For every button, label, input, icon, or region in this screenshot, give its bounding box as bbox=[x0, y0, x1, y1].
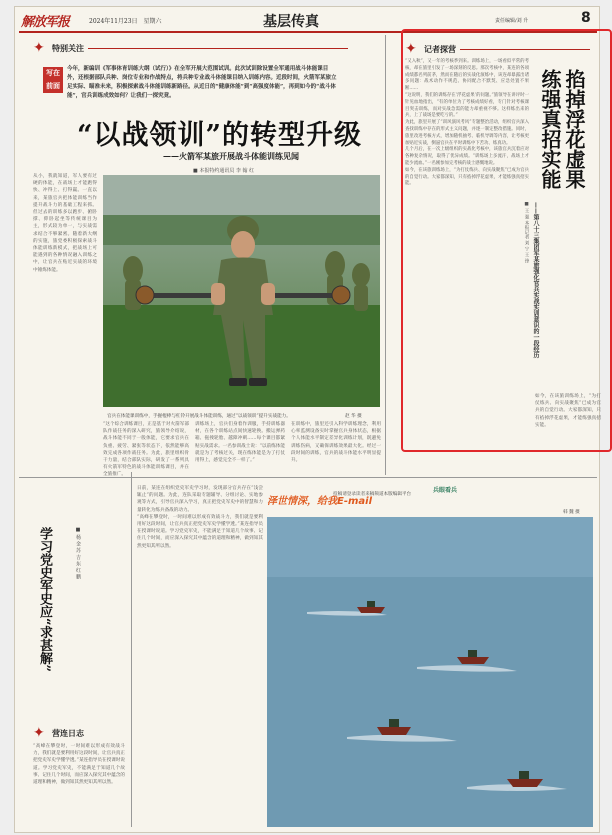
star-icon: ✦ bbox=[405, 41, 417, 57]
page-number: 8 bbox=[581, 10, 591, 26]
reporter-kicker-label: 记者探营 bbox=[424, 44, 456, 54]
newspaper-page bbox=[14, 6, 600, 833]
reporter-subtitle: ——第八十三集团军某旅强化官兵实战实训意识的一段经历 bbox=[532, 202, 539, 358]
section-title: 基层传真 bbox=[263, 14, 319, 30]
study-kicker bbox=[33, 725, 84, 741]
editor-credit: 责任编辑/刘 升 bbox=[495, 18, 529, 24]
issue-date: 2024年11月23日 星期六 bbox=[89, 18, 162, 25]
feature-badge: 写在前面 bbox=[43, 67, 63, 93]
feature-kicker-label: 特别关注 bbox=[52, 43, 84, 53]
reporter-kicker bbox=[405, 41, 590, 57]
star-icon: ✦ bbox=[33, 725, 45, 741]
study-body: “高峰在攀登时，一时间难以形成有效战斗力，我们就是要利用好这段时间，让官兵真正把党史军史学懂学透。”某连指导员在授课时说道。学习党史军史，不能满足于知道几个故事、记住几个时间，而应深入探究其中蕴含的道理和精神，做到知其然更知其所以然。 bbox=[33, 744, 125, 786]
column-divider bbox=[131, 472, 132, 827]
kicker-rule bbox=[460, 49, 590, 50]
side-photo-credit: 韩 魏 摄 bbox=[563, 510, 580, 515]
soldiers-training-image bbox=[103, 175, 380, 407]
study-byline: ■ 杨 金 苏 吉 东 红 鹏 bbox=[75, 527, 81, 580]
kicker-rule bbox=[88, 48, 348, 49]
column-divider bbox=[385, 35, 386, 475]
reporter-body-tail: 如今，在该旅训练场上，“为打仗练兵、向实战聚焦”已成为官兵的自觉行动。大家都深知，只有掐掉浮花虚果，才能练强真招实能。 bbox=[535, 394, 601, 428]
photo-caption: 官兵在体能课训练中，手握棍棒与杠铃开展战斗体能训练，通过“以战领训”提升实战能力。 bbox=[107, 414, 291, 419]
study-body-2: 日前，某连在组织党史军史学习时，发现部分官兵存在“浅尝辄止”的问题。为此，连队采取专题辅导、分组讨论、实地参观等方式，引导官兵深入学习，真正把党史军史中的智慧和力量转化为练兵备战的动力。 “高峰在攀登时，一时间难以形成有效战斗力，我们就是要利用好这段时间，让官兵真正把党史军史学懂学透。”某连指导员在授课时说道。学习党史军史，不能满足于知道几个故事、记住几个时间，而应深入探究其中蕴含的道理和精神，做到知其然更知其所以然。 bbox=[137, 486, 263, 549]
reporter-title-1: 掐掉浮花虚果 bbox=[562, 69, 586, 189]
reporter-byline: ■ 王 强 本报记者 刘 宁 王 锋 bbox=[524, 202, 529, 264]
feature-body-col-1: 从小，我就知道，军人要有过硬的体能，在战场上才能跑得快、冲得上、打得赢。一直以来，某旅官兵把体能训练当作提升战斗力的基础工程来抓。但过去的训练多以跑步、俯卧撑、仰卧起坐等传统课目为主，形式较为单一，与实战需求结合不够紧密。随着新大纲的实施，旅党委积极探索战斗体能训练新模式，把战场上可能遇到的各种情况融入训练之中，让官兵在贴近实战的环境中锤炼体能。 bbox=[33, 174, 97, 273]
masthead-logo: 解放军报 bbox=[21, 15, 70, 30]
patrol-boats-image bbox=[267, 517, 593, 827]
reporter-body: “又入秋”，又一年的考核季到来。训练场上，一场看似平常的考核，却在旅里引发了一场深刻的反思。那次考核中，某连的各项成绩都名列前茅，然而在随后的实战化演练中，该连却暴露出诸多问题：战术动作不规范、协同配合不默契、应急处置不果断…… “这说明，我们的训练存在‘浮花虚果’的问题。”旅领导在讲评时一针见血地指出，“有的单位为了考核成绩好看，专门针对考核课目突击训练，而对实战急需的能力却重视不够。这样练出来的兵，上了战场是要吃亏的。” 为此，旅里开展了“训风演风考风”专题整治活动，组织官兵深入查找训练中存在的形式主义问题，并逐一制定整改措施。同时，旅里改进考核方式，增加随机抽考、临机导调等内容，让考核更加贴近实战，倒逼官兵在平时训练中下苦功、练真功。 几个月后，在一次上级组织的实战化考核中，该旅官兵沉着应对各种复杂情况，取得了优异成绩。“训练场上多流汗，战场上才能少流血。”一名刚参加完考核的战士感慨地说。 如今，在该旅训练场上，“为打仗练兵、向实战聚焦”已成为官兵的自觉行动。大家都深知，只有掐掉浮花虚果，才能练强真招实能。 bbox=[405, 59, 529, 187]
study-kicker-label: 营连日志 bbox=[52, 728, 84, 738]
feature-lead: 今年，新编训《军事体育训练大纲（试行）》在全军开展大范围试训。此次试训除设置全军通用战斗体能课目外，还根据部队兵种、岗位专业和作战特点，将兵种专业战斗体能课目纳入训练内容。近段时间，火箭军某旅立足实际、瞄准未来，积极探索战斗体能训练新路径。从近日的“健康体能”到“高强度体能”，再到如今的“战斗体能”，官兵训练成效如何？让我们一探究竟。 bbox=[67, 66, 337, 99]
feature-body-col-4: 在训练中，旅里还引入科学训练理念，利用心率监测设备实时掌握官兵身体状态，根据个人体能水平制定差异化训练计划，既避免训练伤病，又确保训练效果最大化。经过一段时间的训练，官兵的战斗体能水平明显提升。 bbox=[291, 422, 381, 464]
feature-body-col-2: “这个综合训练课目，正是基于对火箭军部队作战任务的深入研究，旅领导介绍说，战斗体能不同于一般体能，它要求官兵在负重、疲劳、紧张等状态下，依然能够高效完成各项作战任务。为此，旅里组织骨干力量，结合部队实际，研发了一系列具有火箭军特色的战斗体能训练课目，并在全旅推广。 bbox=[103, 422, 189, 478]
feature-body-col-3: 训练场上，官兵们身着作训服，手持训练器材，在各个训练站点间快速轮换。搬运弹药箱、拖拽轮胎、越障冲刺……每个课目都紧贴实战需求。一名参训战士说：“以前练体能就是为了考核过关，现在练体能是为了打仗用得上，感觉完全不一样了。” bbox=[195, 422, 285, 464]
study-title: 学习党史军史应“求甚解” bbox=[37, 527, 52, 672]
header-rule bbox=[19, 31, 597, 33]
photo-credit: 赵 华 摄 bbox=[345, 414, 362, 419]
email-banner-title: 泽世情深，给我E-mail bbox=[267, 495, 373, 507]
reporter-title-2: 练强真招实能 bbox=[538, 69, 562, 189]
star-icon: ✦ bbox=[33, 40, 45, 56]
feature-kicker bbox=[33, 40, 348, 56]
feature-photo bbox=[103, 175, 380, 407]
feature-subtitle: ——火箭军某旅开展战斗体能训练见闻 bbox=[163, 151, 299, 161]
feature-title: “以战领训”的转型升级 bbox=[77, 120, 363, 151]
feature-byline: ■ 本报特约通讯员 李 翰 红 bbox=[193, 168, 255, 174]
email-banner-sub: 投稿请登录读者来稿频道本版编辑平台 bbox=[333, 492, 412, 497]
side-kicker: 兵眼看兵 bbox=[433, 487, 458, 494]
boats-photo bbox=[267, 517, 593, 827]
